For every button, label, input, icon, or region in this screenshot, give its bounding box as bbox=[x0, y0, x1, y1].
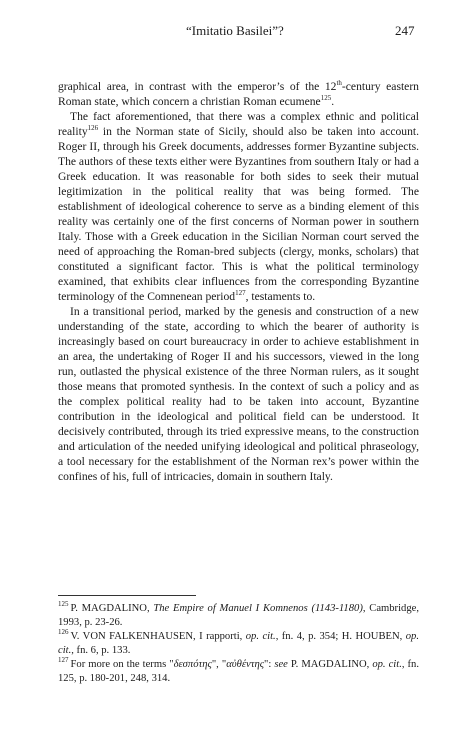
footnote bbox=[58, 602, 419, 630]
text-run: , fn. 125, p. 180-201, 248, 314. bbox=[58, 659, 419, 684]
footnote-number: 127 bbox=[58, 656, 69, 665]
italic-text: The Empire of Manuel I Komnenos (1143-1180) bbox=[153, 603, 363, 614]
text-run: P. MAGDALINO, bbox=[70, 603, 154, 614]
text-run: V. VON FALKENHAUSEN, I rapporti, bbox=[70, 631, 246, 642]
text-run: -century eastern Roman state, which concern a christian Roman ecumene bbox=[58, 80, 419, 108]
text-run: P. MAGDALINO, bbox=[287, 659, 373, 670]
text-run: In a transitional period, marked by the genesis and construction of a new understanding of the state, according to which the bearer of authority is increasingly based on court bureaucracy in order to achieve establishment in an area, the undertaking of Roger II and his successors, viewed in the long run, outlasted the physical existence of the three Norman rulers, as it sought those means that promoted synthesis. In the context of such a policy and as the complex political reality had to be taken into account, Byzantine contribution in the ideological and political field can be understood. It decisively contributed, through its tried expressive means, to the construction and articulation of the needed unifying ideological and political phraseology, a tool necessary for the establishment of the Norman rex’s power within the confines of his, full of intricacies, domain in southern Italy. bbox=[58, 305, 419, 483]
text-run: ": bbox=[264, 659, 275, 670]
running-title: “Imitatio Basilei”? bbox=[186, 23, 284, 38]
italic-text: δεσπότης bbox=[173, 659, 212, 670]
footnote-reference: th bbox=[336, 79, 342, 88]
footnote bbox=[58, 630, 419, 658]
footnote-reference: 127 bbox=[235, 289, 246, 298]
italic-text: op. cit. bbox=[245, 631, 276, 642]
italic-text: see bbox=[274, 659, 288, 670]
text-run: graphical area, in contrast with the emperor’s of the 12 bbox=[58, 80, 337, 93]
text-run: , fn. 6, p. 133. bbox=[71, 645, 131, 656]
text-run: . bbox=[331, 95, 335, 108]
italic-text: op. cit. bbox=[372, 659, 402, 670]
paragraph bbox=[58, 79, 419, 109]
italic-text: αὐθέντης bbox=[226, 659, 265, 670]
footnotes bbox=[58, 602, 419, 686]
footnote-number: 125 bbox=[58, 600, 69, 609]
text-run: , fn. 4, p. 354; H. HOUBEN, bbox=[275, 631, 406, 642]
footnote bbox=[58, 658, 419, 686]
page-header bbox=[0, 23, 450, 43]
italic-text: op. cit. bbox=[58, 631, 419, 656]
footnote-number: 126 bbox=[58, 628, 69, 637]
text-run: The fact aforementioned, that there was a complex ethnic and political reality bbox=[58, 110, 419, 138]
page-number: 247 bbox=[395, 23, 415, 38]
paragraph bbox=[58, 109, 419, 304]
text-run: in the Norman state of Sicily, should also be taken into account. Roger II, through his Greek documents, addresses former Byzantine subjects. The authors of these texts either were Byzantines from southern Italy or had a Greek education. It was reasonable for both sides to seek their mutual legitimization in the political reality that was being formed. The establishment of ideological coherence to serve as a binding element of this reality was certainly one of the first concerns of Norman power in southern Italy. Those with a Greek education in the Sicilian Norman court served the need of approaching the Roman-bred subjects (clergy, monks, scholars) that constituted a significant factor. This is what the political terminology examined, that exhibits clear influences from the corresponding Byzantine terminology of the Comnenean period bbox=[58, 125, 419, 303]
footnote-divider bbox=[58, 595, 196, 596]
text-run: ", " bbox=[211, 659, 227, 670]
text-run: For more on the terms " bbox=[70, 659, 174, 670]
text-run: , testaments to. bbox=[245, 290, 316, 303]
footnote-reference: 126 bbox=[87, 124, 99, 133]
main-text bbox=[58, 79, 419, 484]
footnote-reference: 125 bbox=[320, 94, 332, 103]
text-run: , Cambridge, 1993, p. 23-26. bbox=[58, 603, 419, 628]
paragraph bbox=[58, 304, 419, 484]
